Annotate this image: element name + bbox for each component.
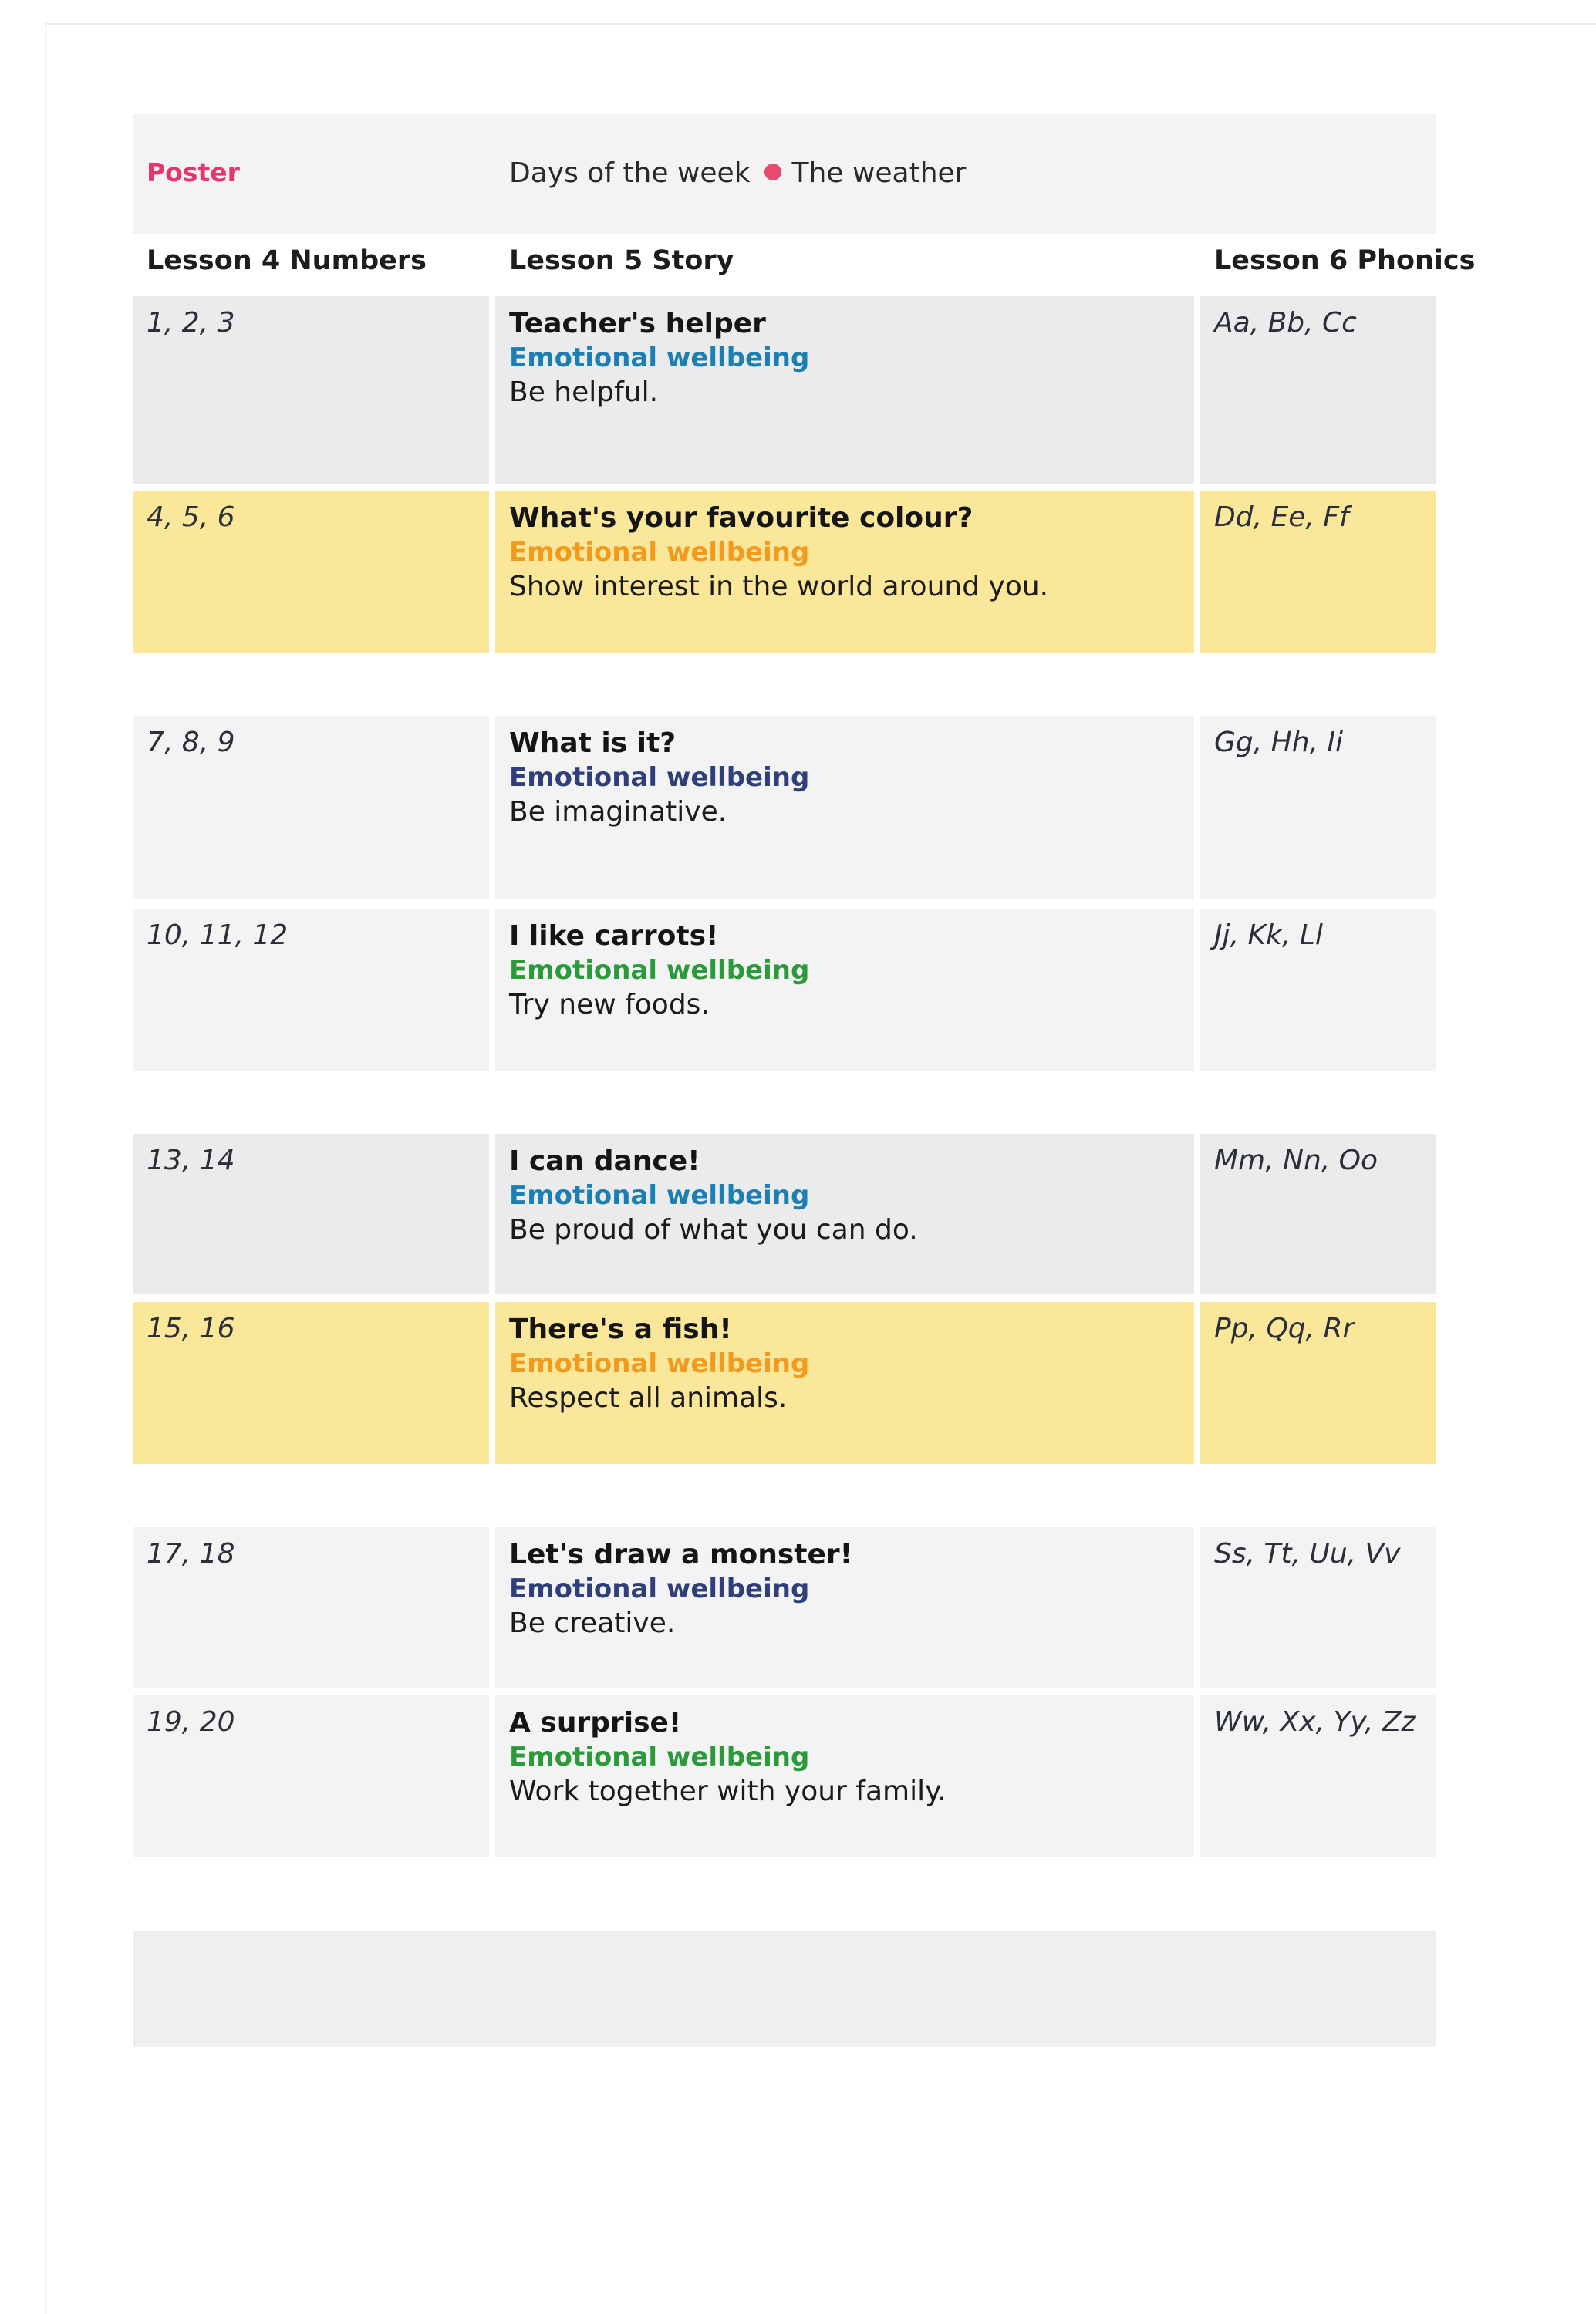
numbers-text: 13, 14 xyxy=(147,1145,235,1176)
wellbeing-label: Emotional wellbeing xyxy=(509,1348,810,1379)
wellbeing-label: Emotional wellbeing xyxy=(509,537,810,568)
phonics-cell xyxy=(1200,1302,1436,1464)
phonics-text: Mm, Nn, Oo xyxy=(1214,1145,1378,1176)
story-title: There's a fish! xyxy=(509,1314,732,1345)
column-header-row xyxy=(133,234,1476,293)
numbers-cell xyxy=(133,1695,489,1857)
story-cell xyxy=(495,491,1194,653)
phonics-cell xyxy=(1200,296,1436,484)
value-text: Show interest in the world around you. xyxy=(509,571,1049,602)
poster-label: Poster xyxy=(147,157,240,187)
numbers-text: 10, 11, 12 xyxy=(147,919,288,951)
numbers-cell xyxy=(133,1302,489,1464)
bullet-dot-icon xyxy=(764,164,781,180)
phonics-text: Dd, Ee, Ff xyxy=(1214,501,1349,533)
phonics-text: Ww, Xx, Yy, Zz xyxy=(1214,1706,1416,1738)
footer-band xyxy=(133,1931,1436,2047)
phonics-text: Pp, Qq, Rr xyxy=(1214,1313,1355,1344)
story-title: I can dance! xyxy=(509,1145,700,1177)
numbers-text: 4, 5, 6 xyxy=(147,501,235,533)
wellbeing-label: Emotional wellbeing xyxy=(509,1180,810,1211)
phonics-cell xyxy=(1200,716,1436,899)
numbers-cell xyxy=(133,1527,489,1688)
poster-topic-days: Days of the week xyxy=(509,157,751,189)
numbers-text: 15, 16 xyxy=(147,1313,235,1344)
numbers-cell xyxy=(133,909,489,1071)
phonics-cell xyxy=(1200,491,1436,653)
header-phonics: Lesson 6 Phonics xyxy=(1214,245,1476,276)
numbers-text: 17, 18 xyxy=(147,1538,235,1570)
phonics-text: Gg, Hh, Ii xyxy=(1214,727,1344,758)
value-text: Work together with your family. xyxy=(509,1776,946,1807)
wellbeing-label: Emotional wellbeing xyxy=(509,762,810,793)
phonics-cell xyxy=(1200,1695,1436,1857)
page-edge-top xyxy=(46,23,1596,25)
story-title: What is it? xyxy=(509,727,677,759)
value-text: Be helpful. xyxy=(509,376,659,408)
story-cell xyxy=(495,1695,1194,1857)
phonics-cell xyxy=(1200,1134,1436,1294)
story-cell xyxy=(495,1302,1194,1464)
story-title: Teacher's helper xyxy=(509,308,766,339)
numbers-text: 1, 2, 3 xyxy=(147,307,235,339)
poster-row xyxy=(133,114,1436,234)
header-story: Lesson 5 Story xyxy=(509,245,734,276)
numbers-cell xyxy=(133,716,489,899)
wellbeing-label: Emotional wellbeing xyxy=(509,1574,810,1604)
phonics-cell xyxy=(1200,909,1436,1071)
value-text: Try new foods. xyxy=(509,989,710,1020)
story-title: A surprise! xyxy=(509,1707,682,1739)
wellbeing-label: Emotional wellbeing xyxy=(509,1742,810,1773)
poster-topics xyxy=(509,157,966,189)
numbers-text: 19, 20 xyxy=(147,1706,235,1738)
wellbeing-label: Emotional wellbeing xyxy=(509,955,810,986)
story-cell xyxy=(495,716,1194,899)
page-edge-left xyxy=(45,23,46,2314)
story-cell xyxy=(495,1527,1194,1688)
story-cell xyxy=(495,909,1194,1071)
numbers-text: 7, 8, 9 xyxy=(147,727,235,758)
phonics-text: Jj, Kk, Ll xyxy=(1214,919,1323,951)
story-title: I like carrots! xyxy=(509,920,719,952)
story-title: Let's draw a monster! xyxy=(509,1539,853,1570)
numbers-cell xyxy=(133,1134,489,1294)
poster-topic-weather: The weather xyxy=(791,157,967,189)
phonics-text: Aa, Bb, Cc xyxy=(1214,307,1357,339)
story-cell xyxy=(495,296,1194,484)
wellbeing-label: Emotional wellbeing xyxy=(509,342,810,373)
phonics-cell xyxy=(1200,1527,1436,1688)
value-text: Be proud of what you can do. xyxy=(509,1214,918,1246)
header-numbers: Lesson 4 Numbers xyxy=(147,245,427,276)
value-text: Be creative. xyxy=(509,1607,676,1639)
value-text: Respect all animals. xyxy=(509,1382,788,1414)
numbers-cell xyxy=(133,296,489,484)
story-cell xyxy=(495,1134,1194,1294)
story-title: What's your favourite colour? xyxy=(509,502,973,534)
value-text: Be imaginative. xyxy=(509,796,727,828)
phonics-text: Ss, Tt, Uu, Vv xyxy=(1214,1538,1401,1570)
numbers-cell xyxy=(133,491,489,653)
